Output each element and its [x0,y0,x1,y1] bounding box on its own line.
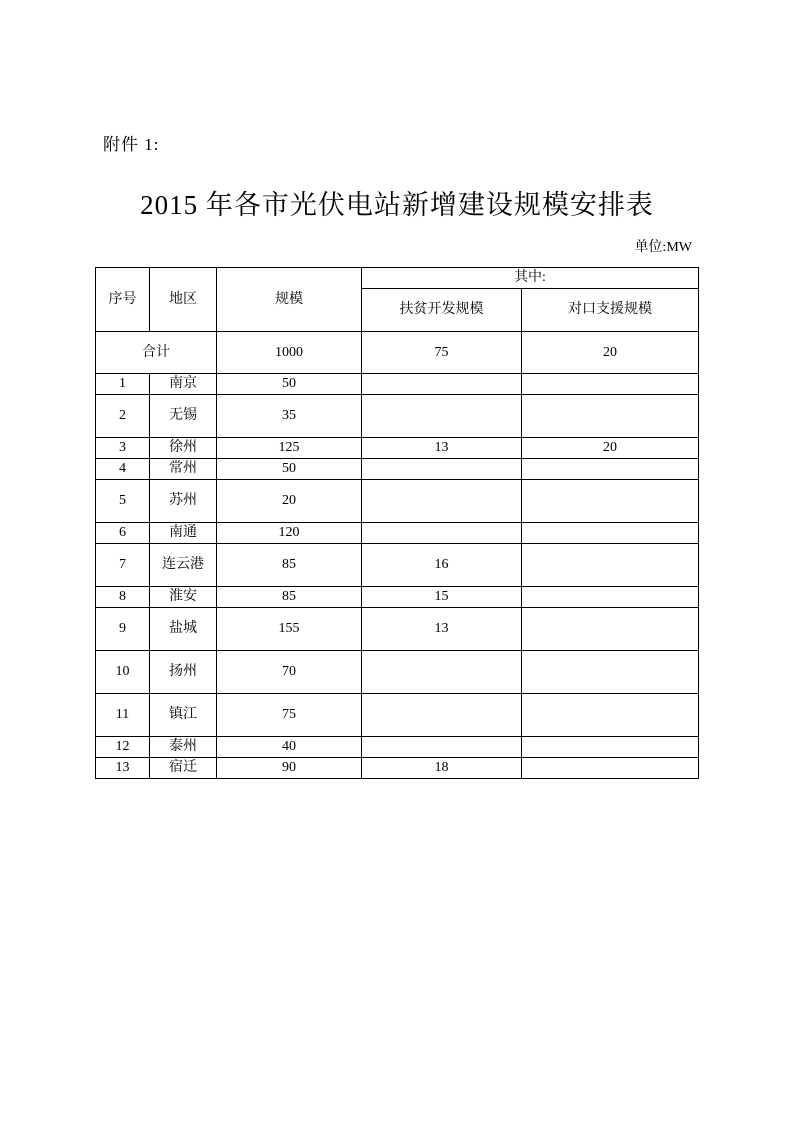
table-row [96,438,699,459]
row-index: 11 [96,694,150,737]
row-scale: 70 [217,651,362,694]
row-region: 连云港 [150,544,217,587]
row-paired [522,758,699,779]
document-title: 2015 年各市光伏电站新增建设规模安排表 [140,190,654,220]
row-index: 3 [96,438,150,459]
row-region: 泰州 [150,737,217,758]
row-region: 南通 [150,523,217,544]
row-scale: 155 [217,608,362,651]
row-region: 苏州 [150,480,217,523]
row-scale: 20 [217,480,362,523]
header-region: 地区 [150,268,217,332]
row-index: 6 [96,523,150,544]
row-paired [522,651,699,694]
row-poverty [362,395,522,438]
header-row-top [96,268,699,289]
header-paired: 对口支援规模 [522,289,699,332]
row-region: 扬州 [150,651,217,694]
row-poverty [362,694,522,737]
table-row [96,587,699,608]
row-scale: 75 [217,694,362,737]
row-scale: 90 [217,758,362,779]
table-body [96,268,699,779]
row-paired [522,544,699,587]
row-poverty: 16 [362,544,522,587]
row-scale: 50 [217,459,362,480]
row-paired [522,694,699,737]
row-scale: 40 [217,737,362,758]
row-paired [522,608,699,651]
row-poverty [362,651,522,694]
table-row [96,651,699,694]
row-index: 8 [96,587,150,608]
row-scale: 35 [217,395,362,438]
table-row [96,374,699,395]
row-poverty [362,480,522,523]
allocation-table [95,267,699,779]
table-row [96,737,699,758]
row-index: 1 [96,374,150,395]
header-poverty: 扶贫开发规模 [362,289,522,332]
header-of-which: 其中: [362,268,699,289]
row-index: 9 [96,608,150,651]
unit-label: 单位:MW [634,240,692,255]
row-paired: 20 [522,438,699,459]
table-row [96,459,699,480]
row-paired [522,587,699,608]
total-row [96,332,699,374]
row-scale: 120 [217,523,362,544]
row-scale: 125 [217,438,362,459]
row-index: 5 [96,480,150,523]
row-region: 淮安 [150,587,217,608]
attachment-label: 附件 1: [103,135,160,154]
row-paired [522,737,699,758]
table-row [96,694,699,737]
row-poverty [362,374,522,395]
row-index: 10 [96,651,150,694]
header-index: 序号 [96,268,150,332]
row-poverty [362,737,522,758]
row-region: 宿迁 [150,758,217,779]
row-index: 13 [96,758,150,779]
row-poverty: 15 [362,587,522,608]
row-scale: 50 [217,374,362,395]
row-poverty: 13 [362,608,522,651]
table-row [96,395,699,438]
row-paired [522,480,699,523]
row-paired [522,523,699,544]
row-index: 2 [96,395,150,438]
total-label: 合计 [96,332,217,374]
header-scale: 规模 [217,268,362,332]
row-index: 7 [96,544,150,587]
row-poverty: 18 [362,758,522,779]
row-scale: 85 [217,587,362,608]
row-region: 常州 [150,459,217,480]
total-poverty: 75 [362,332,522,374]
table-row [96,480,699,523]
total-paired: 20 [522,332,699,374]
row-index: 4 [96,459,150,480]
row-region: 徐州 [150,438,217,459]
table-row [96,758,699,779]
row-paired [522,459,699,480]
table-row [96,544,699,587]
table-row [96,608,699,651]
row-paired [522,395,699,438]
row-paired [522,374,699,395]
row-poverty [362,459,522,480]
row-scale: 85 [217,544,362,587]
row-region: 镇江 [150,694,217,737]
table-row [96,523,699,544]
row-poverty [362,523,522,544]
row-region: 南京 [150,374,217,395]
total-scale: 1000 [217,332,362,374]
row-region: 盐城 [150,608,217,651]
row-index: 12 [96,737,150,758]
row-poverty: 13 [362,438,522,459]
row-region: 无锡 [150,395,217,438]
